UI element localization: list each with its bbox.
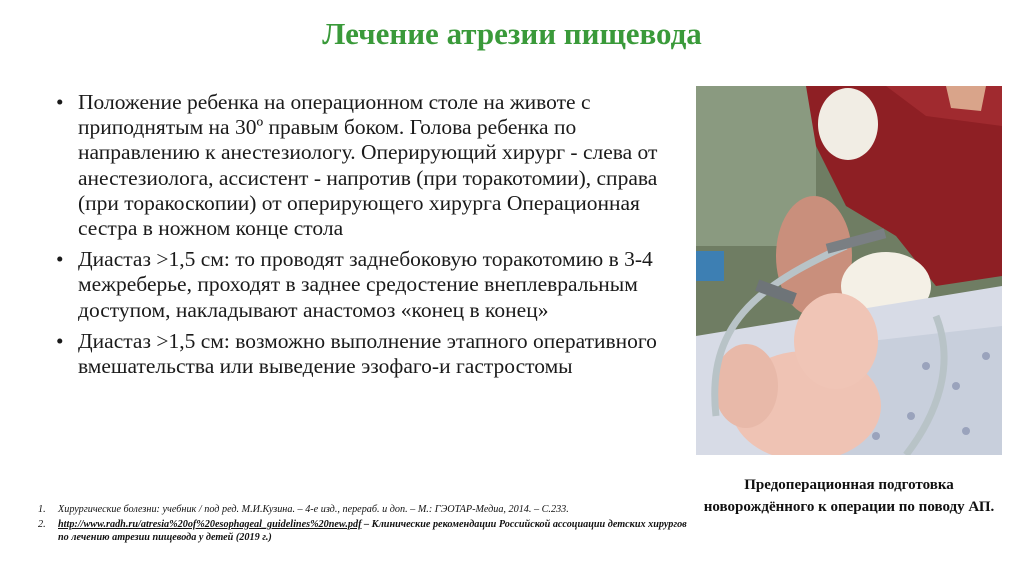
reference-text: Хирургические болезни: учебник / под ред. М.И.Кузина. – 4-е изд., перераб. и доп. – М.: ГЭОТАР-Медиа, 2014. – С.233. (58, 504, 569, 515)
reference-number: 2. (38, 519, 46, 530)
bullet-item (54, 90, 674, 241)
reference-number: 1. (38, 504, 46, 515)
slide-title: Лечение атрезии пищевода (322, 16, 702, 51)
reference-item (38, 503, 690, 516)
photo-illustration (696, 86, 1002, 455)
bullet-marker: • (56, 328, 64, 353)
reference-text: – Клинические рекомендации Российской ассоциации детских хирургов по лечению атрезии пищевода у детей (2019 г.) (58, 519, 687, 543)
bullet-text: Диастаз >1,5 см: то проводят заднебоковую торакотомию в 3-4 межреберье, проходят в заднее средостение внеплевральным доступом, накладывают анастомоз «конец в конец» (78, 247, 653, 322)
reference-item (38, 518, 690, 544)
photo-caption: Предоперационная подготовка новорождённого к операции по поводу АП. (703, 477, 995, 515)
bullet-text: Диастаз >1,5 см: возможно выполнение этапного оперативного вмешательства или выведение эзофаго-и гастростомы (78, 328, 657, 379)
bullet-text: Положение ребенка на операционном столе на животе с приподнятым на 30º правым боком. Голова ребенка по направлению к анестезиологу. Оперирующий хирург - слева от анестезиолога, ассистент - напротив (при торакотомии), справа (при торакоскопии) от оперирующего хирурга Операционная сестра в ножном конце стола (78, 90, 658, 241)
bullet-list (54, 90, 674, 385)
bullet-marker: • (56, 247, 64, 272)
surgery-preparation-photo (696, 86, 1002, 455)
reference-link[interactable]: http://www.radh.ru/atresia%20of%20esophageal_guidelines%20new.pdf (58, 519, 362, 530)
bullet-item (54, 247, 674, 323)
bullet-marker: • (56, 90, 64, 114)
reference-list (38, 503, 690, 546)
bullet-item (54, 329, 674, 379)
